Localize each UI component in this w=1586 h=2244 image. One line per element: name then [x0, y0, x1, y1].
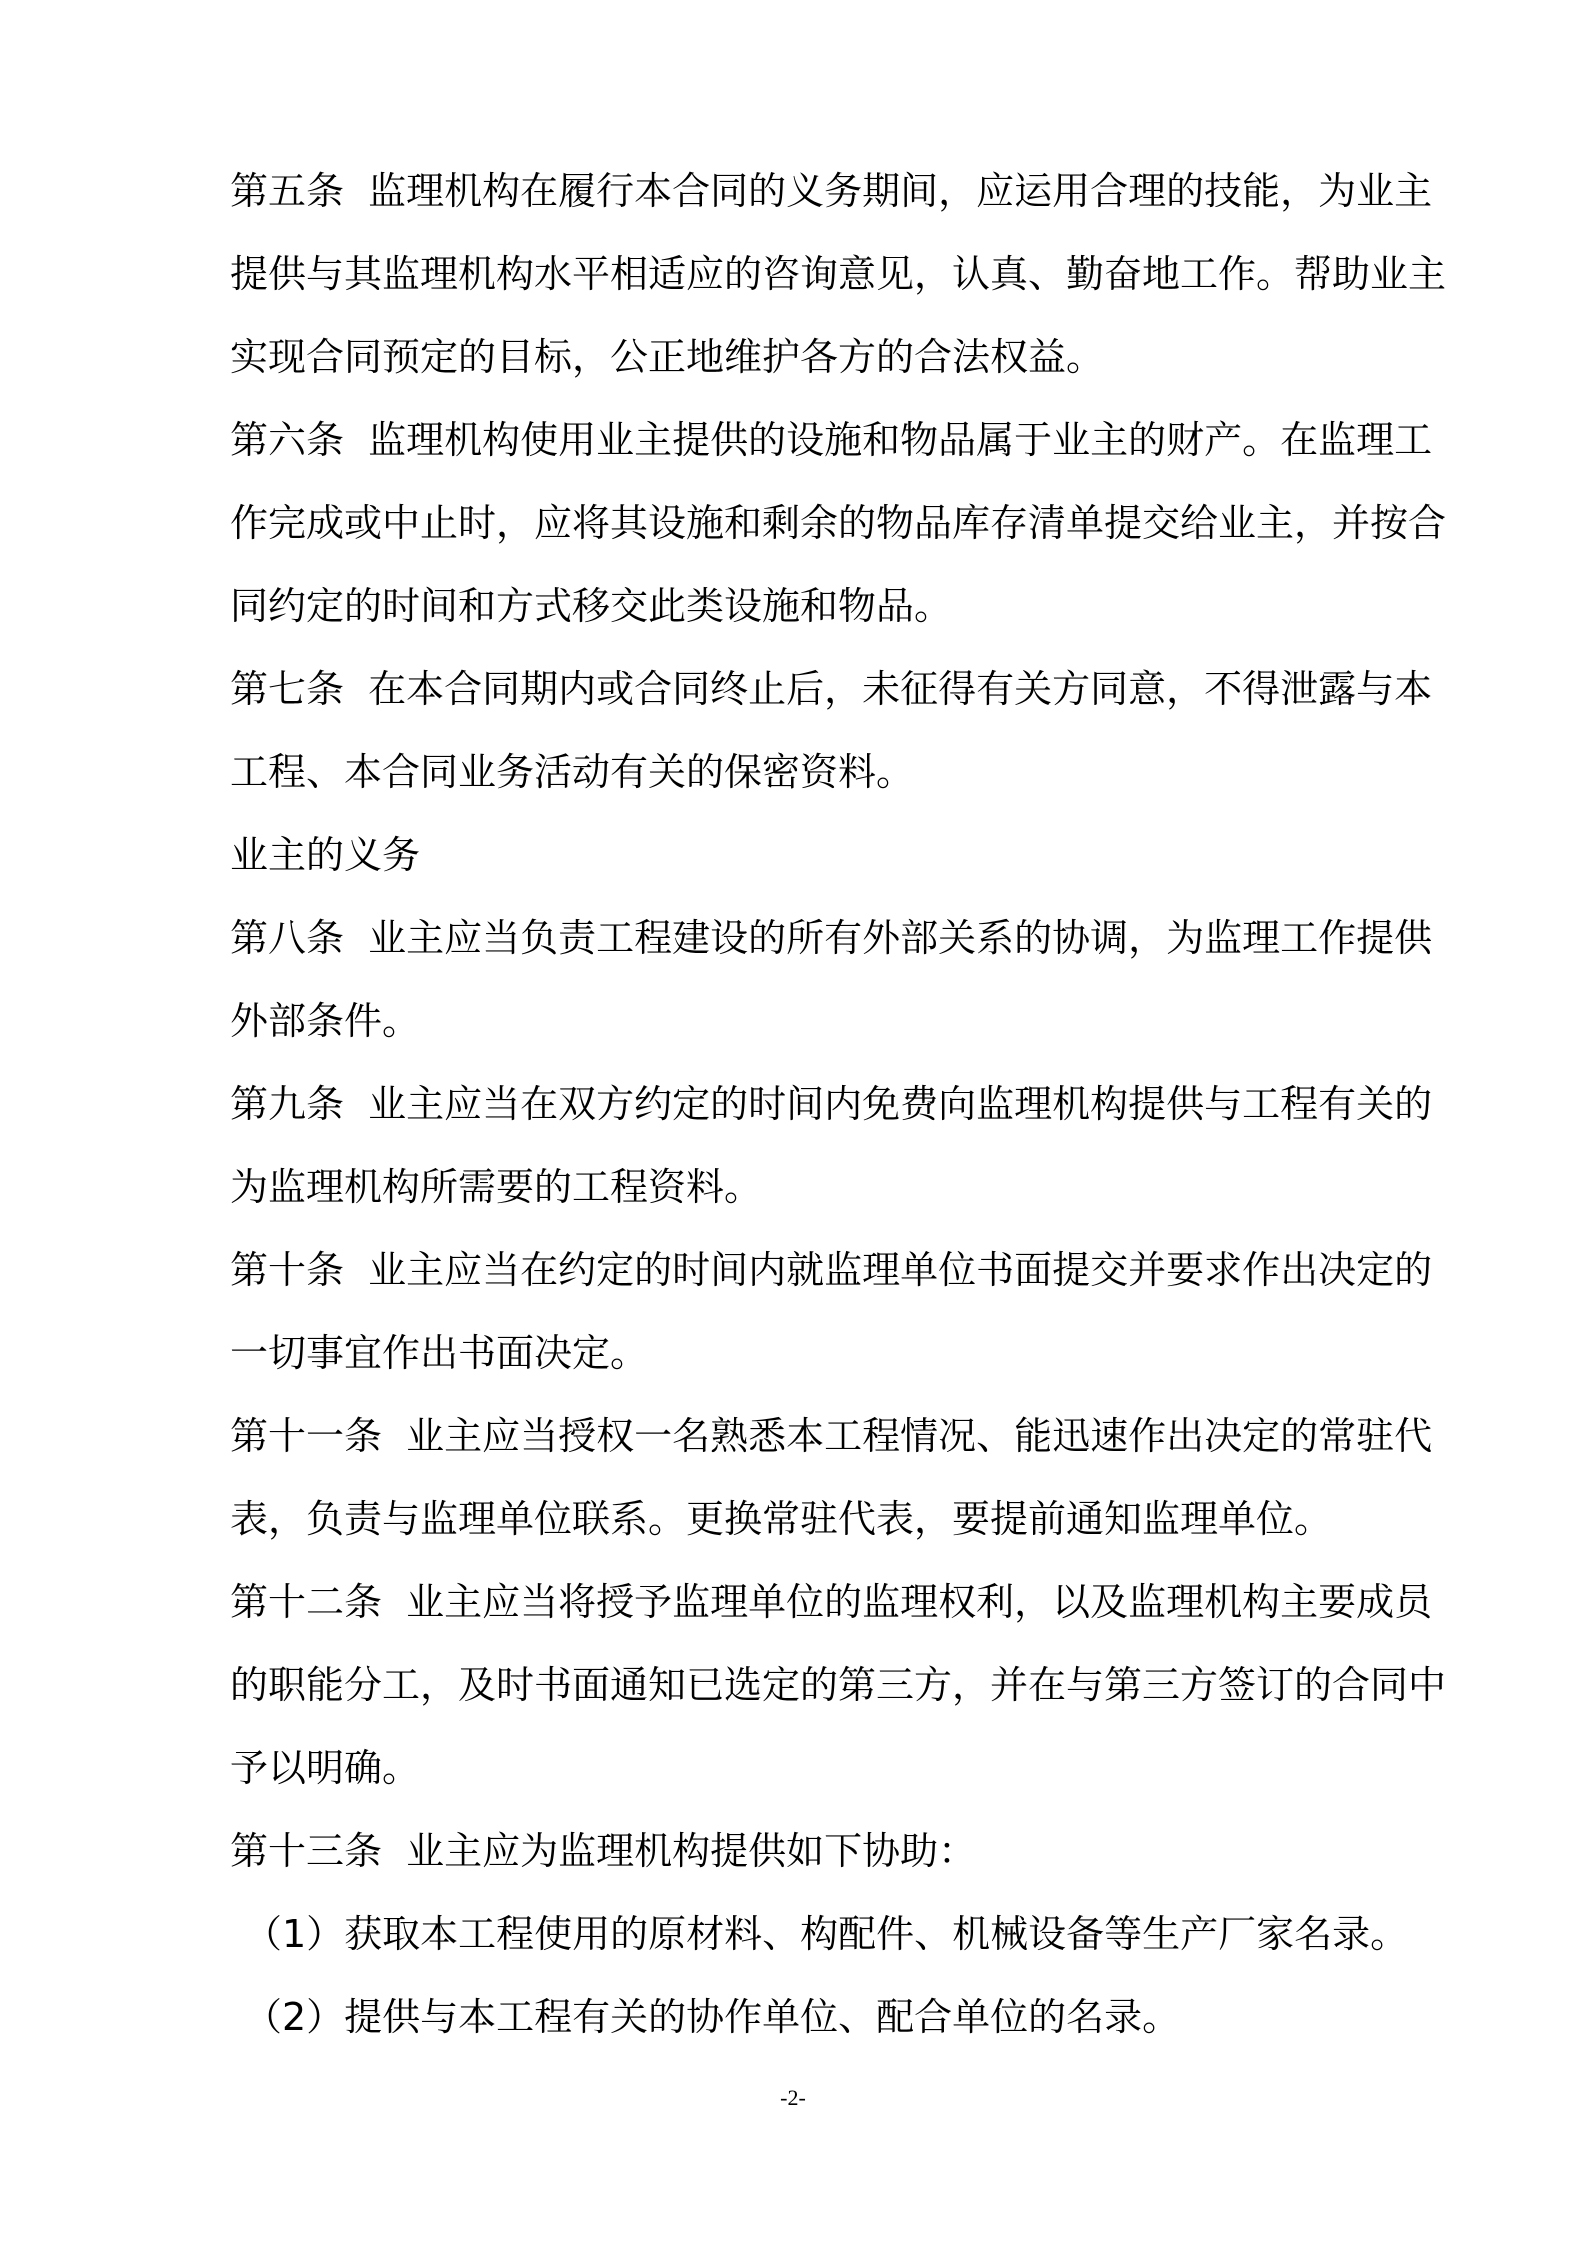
article-13-item-2: （2）提供与本工程有关的协作单位、配合单位的名录。	[244, 1995, 1181, 2039]
article-8: 第八条 业主应当负责工程建设的所有外部关系的协调，为监理工作提供外部条件。	[230, 916, 1433, 1043]
article-13-item-1: （1）获取本工程使用的原材料、构配件、机械设备等生产厂家名录。	[244, 1912, 1409, 1956]
article-7: 第七条 在本合同期内或合同终止后，未征得有关方同意，不得泄露与本工程、本合同业务活动有关的保密资料。	[230, 667, 1433, 794]
article-10: 第十条 业主应当在约定的时间内就监理单位书面提交并要求作出决定的一切事宜作出书面决定。	[230, 1248, 1433, 1375]
article-9: 第九条 业主应当在双方约定的时间内免费向监理机构提供与工程有关的为监理机构所需要的工程资料。	[230, 1082, 1433, 1209]
article-5: 第五条 监理机构在履行本合同的义务期间，应运用合理的技能，为业主提供与其监理机构水平相适应的咨询意见，认真、勤奋地工作。帮助业主实现合同预定的目标，公正地维护各方的合法权益。	[230, 169, 1447, 379]
section-heading-owner-obligations: 业主的义务	[230, 833, 421, 877]
article-12: 第十二条 业主应当将授予监理单位的监理权利，以及监理机构主要成员的职能分工，及时书面通知已选定的第三方，并在与第三方签订的合同中予以明确。	[230, 1580, 1447, 1790]
article-11: 第十一条 业主应当授权一名熟悉本工程情况、能迅速作出决定的常驻代表，负责与监理单位联系。更换常驻代表，要提前通知监理单位。	[230, 1414, 1433, 1541]
article-13: 第十三条 业主应为监理机构提供如下协助：	[230, 1829, 977, 1873]
page-number: -2-	[780, 2085, 806, 2110]
document-body	[230, 150, 1460, 2059]
article-6: 第六条 监理机构使用业主提供的设施和物品属于业主的财产。在监理工作完成或中止时，应将其设施和剩余的物品库存清单提交给业主，并按合同约定的时间和方式移交此类设施和物品。	[230, 418, 1447, 628]
